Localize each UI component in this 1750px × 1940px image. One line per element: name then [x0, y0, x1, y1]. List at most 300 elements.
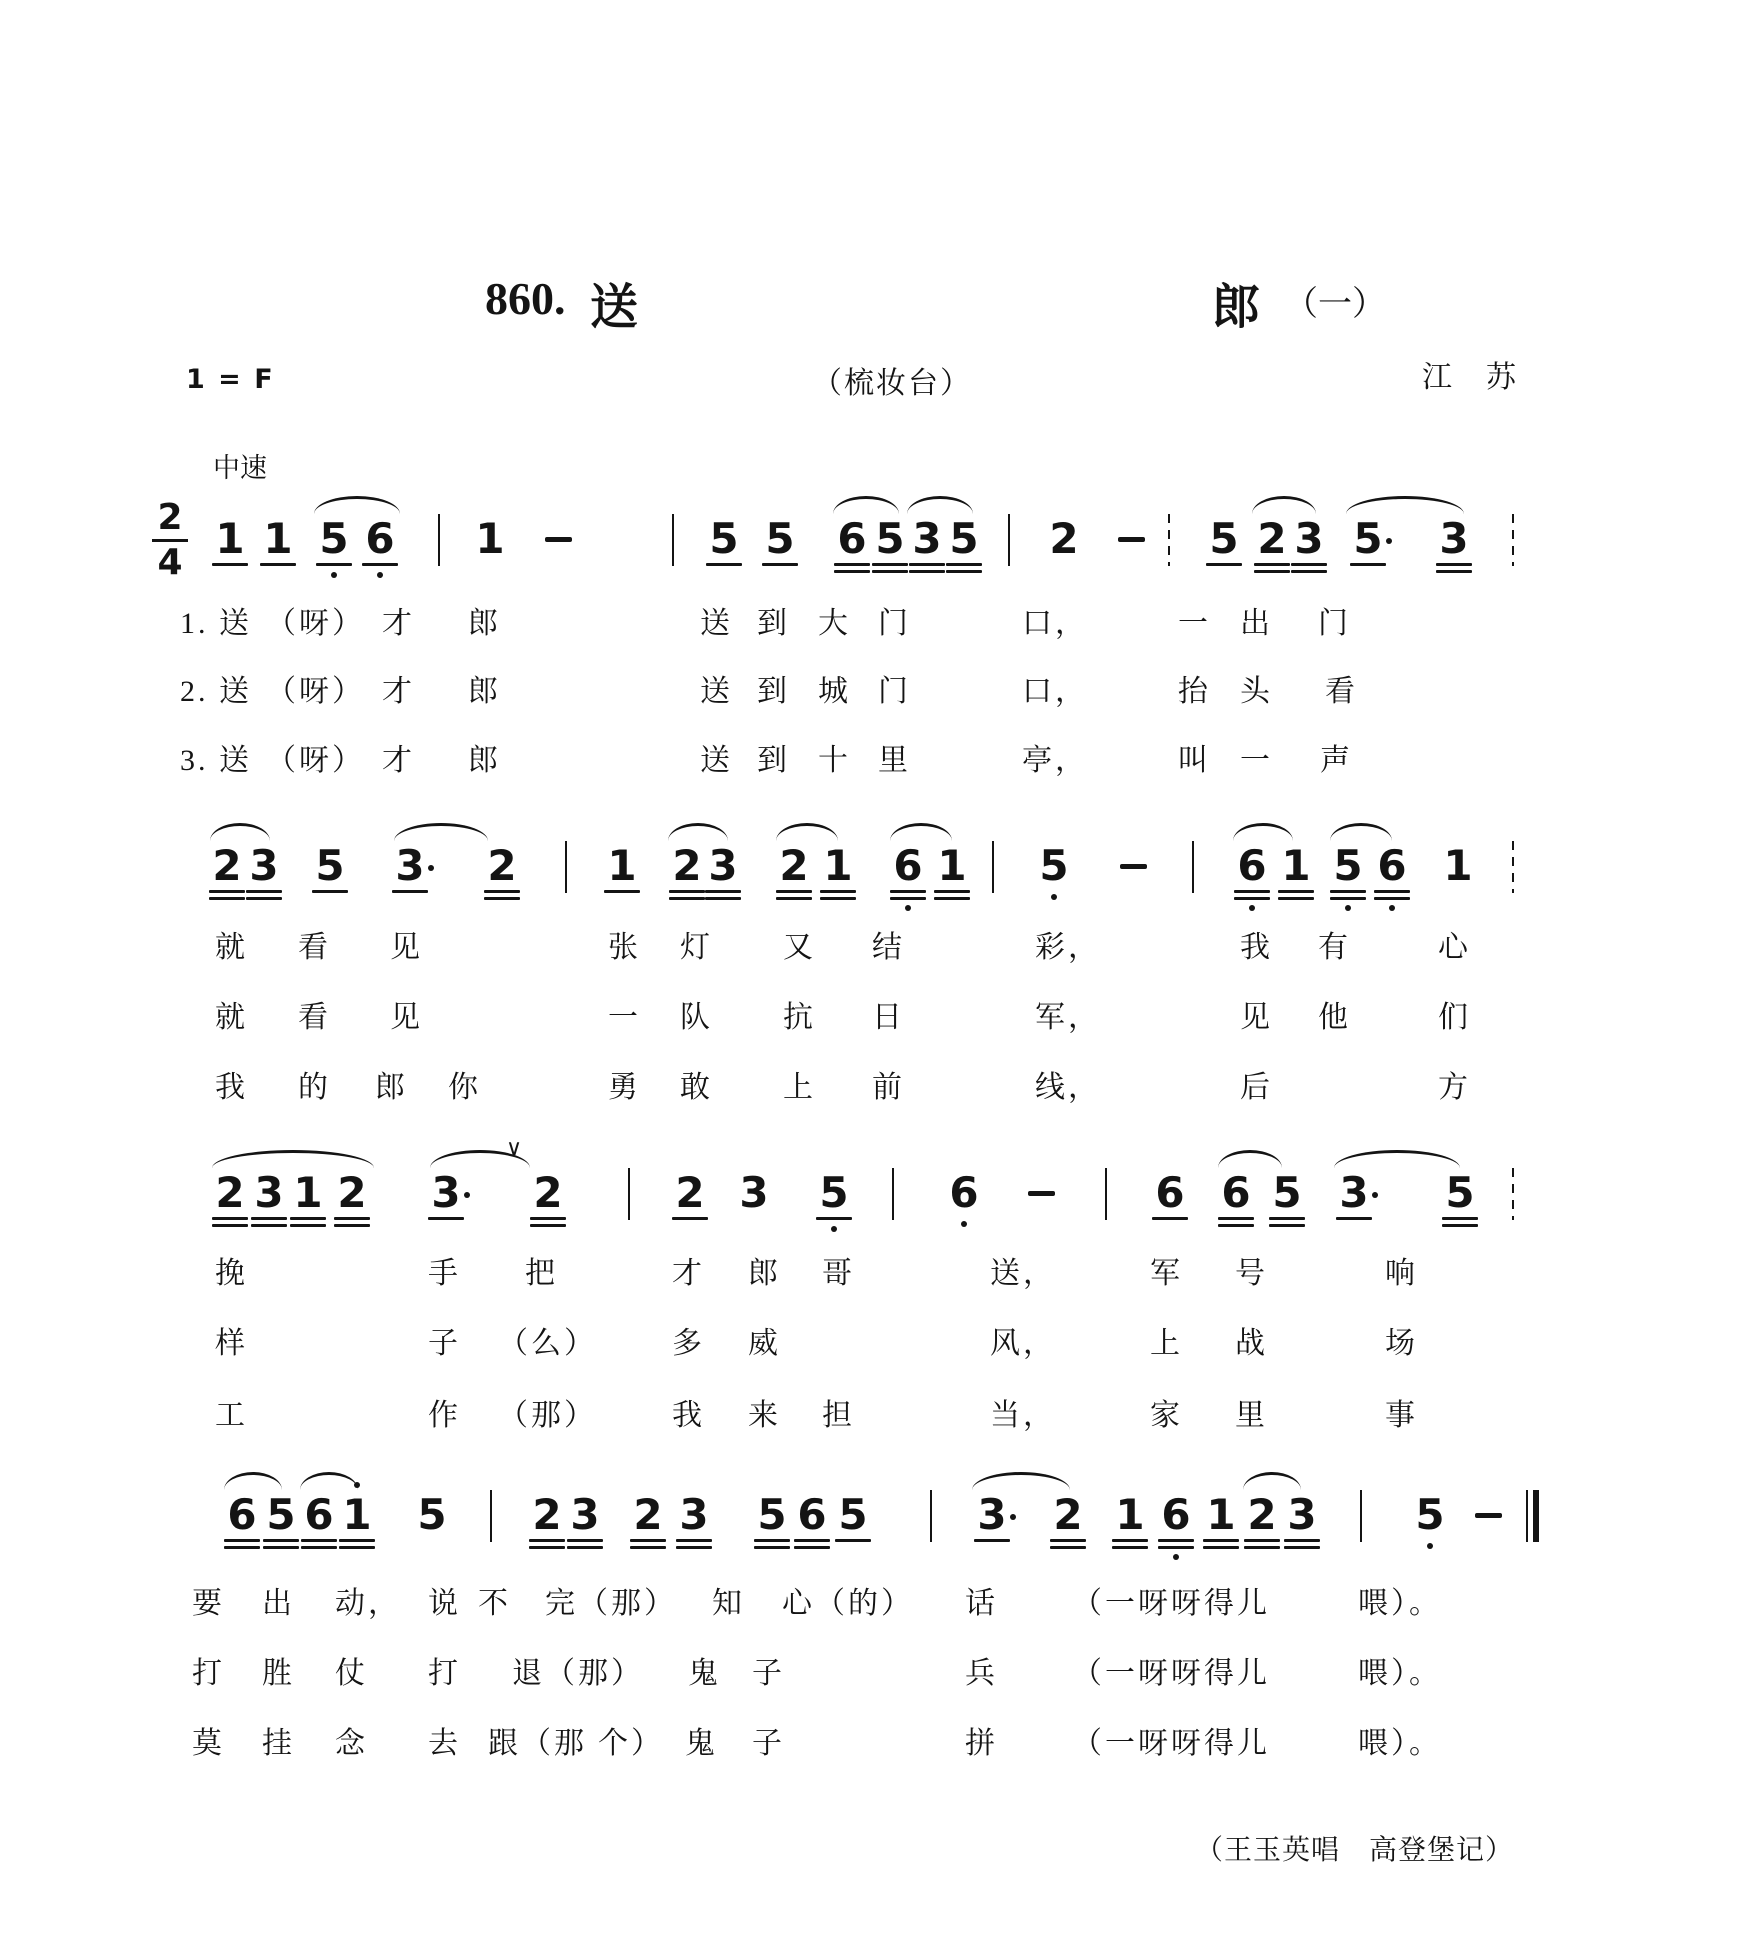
eighth-underline: [1254, 563, 1290, 566]
slur-arc: [1252, 496, 1316, 514]
note: 6: [227, 1490, 257, 1539]
eighth-underline: [428, 1217, 464, 1220]
barline: [1360, 1490, 1362, 1542]
eighth-underline: [1244, 1539, 1280, 1542]
note: 2: [212, 841, 242, 890]
eighth-underline: [630, 1539, 666, 1542]
note: 2: [633, 1490, 663, 1539]
sixteenth-underline: [484, 897, 520, 900]
lyric-text: 头: [1240, 675, 1273, 708]
eighth-underline: [776, 890, 812, 893]
page-title: 送: [590, 281, 639, 334]
sixteenth-underline: [1112, 1546, 1148, 1549]
lyric-text: 送: [700, 607, 733, 640]
eighth-underline: [705, 890, 741, 893]
lyric-text: 郎: [468, 607, 501, 640]
credit-line: （王玉英唱 高登堡记）: [1195, 1835, 1515, 1866]
lyric-text: 出: [262, 1587, 295, 1620]
eighth-underline: [1158, 1539, 1194, 1542]
note: 5: [709, 514, 739, 563]
lyric-text: 一: [608, 1001, 641, 1034]
note: 2: [1247, 1490, 1277, 1539]
lyric-text: 完（那）: [545, 1587, 677, 1620]
eighth-underline: [1330, 890, 1366, 893]
lyric-text: 亭，: [1022, 744, 1088, 777]
note: 5: [1415, 1490, 1445, 1539]
barline: [1512, 841, 1514, 893]
lyric-text: 的: [298, 1071, 331, 1104]
augmentation-dot: [1386, 538, 1392, 544]
barline: [672, 514, 674, 566]
note: 6: [797, 1490, 827, 1539]
eighth-underline: [1442, 1217, 1478, 1220]
eighth-underline: [974, 1539, 1010, 1542]
note: 6: [1237, 841, 1267, 890]
barline: [1008, 514, 1010, 566]
lyric-text: 到: [757, 675, 790, 708]
lyric-text: 子: [752, 1727, 785, 1760]
octave-dot-below: [905, 905, 911, 911]
note: 2: [779, 841, 809, 890]
title-variant-number: （一）: [1284, 286, 1386, 323]
eighth-underline: [1112, 1539, 1148, 1542]
sixteenth-underline: [834, 570, 870, 573]
eighth-underline: [339, 1539, 375, 1542]
lyric-text: （一呀呀得儿: [1072, 1727, 1270, 1760]
lyric-text: 作: [428, 1399, 461, 1432]
lyric-text: （呀）: [266, 607, 365, 640]
lyric-text: 鬼: [688, 1657, 721, 1690]
barline: [438, 514, 440, 566]
lyric-text: 话: [965, 1587, 998, 1620]
lyric-text: 号: [1235, 1257, 1268, 1290]
lyric-text: 城: [818, 675, 851, 708]
note: 5: [1209, 514, 1239, 563]
slur-arc: [1243, 1472, 1301, 1490]
note: 2: [672, 841, 702, 890]
slur-arc: [1233, 823, 1293, 841]
note: 6: [1377, 841, 1407, 890]
duration-dash: [1120, 864, 1147, 869]
note: 6: [949, 1168, 979, 1217]
final-barline-thick: [1533, 1490, 1539, 1542]
barline: [1105, 1168, 1107, 1220]
lyric-text: 张: [608, 931, 641, 964]
lyric-text: 军，: [1035, 1001, 1101, 1034]
eighth-underline: [669, 890, 705, 893]
eighth-underline: [909, 563, 945, 566]
note: 2: [337, 1168, 367, 1217]
eighth-underline: [251, 1217, 287, 1220]
note: 3: [708, 841, 738, 890]
lyric-text: 知: [712, 1587, 745, 1620]
barline: [490, 1490, 492, 1542]
note: 5: [819, 1168, 849, 1217]
song-number: 860.: [485, 273, 566, 324]
lyric-text: 方: [1438, 1071, 1471, 1104]
note: 2: [1257, 514, 1287, 563]
lyric-text: （一呀呀得儿: [1072, 1657, 1270, 1690]
lyric-text: 看: [1325, 675, 1358, 708]
note: 2: [215, 1168, 245, 1217]
sixteenth-underline: [820, 897, 856, 900]
note: 1: [937, 841, 967, 890]
note: 1: [293, 1168, 323, 1217]
note: 3: [739, 1168, 769, 1217]
sixteenth-underline: [1203, 1546, 1239, 1549]
eighth-underline: [529, 1539, 565, 1542]
lyric-text: 看: [298, 1001, 331, 1034]
sixteenth-underline: [246, 897, 282, 900]
note: 3: [431, 1168, 461, 1217]
slur-arc: [890, 823, 952, 841]
note: 1: [1281, 841, 1311, 890]
note: 5: [315, 841, 345, 890]
lyric-text: 威: [748, 1327, 781, 1360]
eighth-underline: [754, 1539, 790, 1542]
slur-arc: [1218, 1150, 1282, 1168]
lyric-text: 郎: [748, 1257, 781, 1290]
time-signature-denominator: 4: [157, 542, 183, 583]
note: 2: [675, 1168, 705, 1217]
lyric-text: 后: [1240, 1071, 1273, 1104]
eighth-underline: [209, 890, 245, 893]
eighth-underline: [1218, 1217, 1254, 1220]
sixteenth-underline: [1269, 1224, 1305, 1227]
octave-dot-below: [1427, 1543, 1433, 1549]
sixteenth-underline: [529, 1546, 565, 1549]
note: 1: [1443, 841, 1473, 890]
eighth-underline: [1374, 890, 1410, 893]
eighth-underline: [872, 563, 908, 566]
eighth-underline: [1152, 1217, 1188, 1220]
lyric-text: 风，: [990, 1327, 1056, 1360]
lyric-text: 里: [1235, 1399, 1268, 1432]
barline: [1168, 514, 1170, 566]
lyric-text: 又: [783, 931, 816, 964]
eighth-underline: [1278, 890, 1314, 893]
octave-dot-below: [1345, 905, 1351, 911]
eighth-underline: [312, 890, 348, 893]
note: 1: [215, 514, 245, 563]
sixteenth-underline: [1158, 1546, 1194, 1549]
lyric-text: 挽: [215, 1257, 248, 1290]
sixteenth-underline: [263, 1546, 299, 1549]
lyric-text: 家: [1150, 1399, 1183, 1432]
lyric-text: 战: [1235, 1327, 1268, 1360]
lyric-text: 送，: [990, 1257, 1056, 1290]
eighth-underline: [1203, 1539, 1239, 1542]
note: 3: [395, 841, 425, 890]
barline: [565, 841, 567, 893]
note: 1: [1115, 1490, 1145, 1539]
lyric-text: 把: [525, 1257, 558, 1290]
eighth-underline: [1234, 890, 1270, 893]
sixteenth-underline: [669, 897, 705, 900]
sixteenth-underline: [1234, 897, 1270, 900]
eighth-underline: [392, 890, 428, 893]
slur-arc: [833, 496, 899, 514]
lyric-text: 有: [1318, 931, 1351, 964]
eighth-underline: [1336, 1217, 1372, 1220]
eighth-underline: [530, 1217, 566, 1220]
note: 1: [475, 514, 505, 563]
lyric-text: 门: [878, 607, 911, 640]
lyric-text: 见: [390, 931, 423, 964]
note: 5: [838, 1490, 868, 1539]
eighth-underline: [1269, 1217, 1305, 1220]
sixteenth-underline: [1291, 570, 1327, 573]
octave-dot-below: [831, 1226, 837, 1232]
sixteenth-underline: [209, 897, 245, 900]
lyric-text: 灯: [680, 931, 713, 964]
note: 5: [1333, 841, 1363, 890]
sixteenth-underline: [212, 1224, 248, 1227]
lyric-text: （那）: [498, 1399, 597, 1432]
lyric-text: 才: [672, 1257, 705, 1290]
lyric-text: 念: [335, 1727, 368, 1760]
eighth-underline: [672, 1217, 708, 1220]
lyric-text: 郎: [468, 744, 501, 777]
note: 2: [532, 1490, 562, 1539]
slur-arc: [907, 496, 973, 514]
note: 6: [304, 1490, 334, 1539]
lyric-text: 门: [878, 675, 911, 708]
lyric-text: 我: [1240, 931, 1273, 964]
lyric-text: 郎: [375, 1071, 408, 1104]
note: 1: [1206, 1490, 1236, 1539]
note: 3: [679, 1490, 709, 1539]
final-barline-thin: [1526, 1490, 1528, 1542]
lyric-text: 抬: [1178, 675, 1211, 708]
slur-arc: [776, 823, 838, 841]
lyric-text: 到: [757, 607, 790, 640]
lyric-text: 十: [818, 744, 851, 777]
lyric-text: 前: [872, 1071, 905, 1104]
note: 3: [1287, 1490, 1317, 1539]
note: 2: [533, 1168, 563, 1217]
note: 2: [487, 841, 517, 890]
note: 6: [893, 841, 923, 890]
lyric-text: 就: [215, 1001, 248, 1034]
lyric-text: 心（的）: [782, 1587, 914, 1620]
sixteenth-underline: [705, 897, 741, 900]
note: 3: [249, 841, 279, 890]
lyric-text: 3. 送: [180, 744, 252, 777]
key-signature: 1 = F: [186, 364, 275, 395]
slur-arc: [224, 1472, 282, 1490]
lyric-text: 鬼: [685, 1727, 718, 1760]
sixteenth-underline: [530, 1224, 566, 1227]
lyric-text: 子: [428, 1327, 461, 1360]
lyric-text: 莫: [192, 1727, 225, 1760]
lyric-text: 子: [752, 1657, 785, 1690]
lyric-text: 送: [700, 675, 733, 708]
sixteenth-underline: [794, 1546, 830, 1549]
eighth-underline: [484, 890, 520, 893]
note: 5: [765, 514, 795, 563]
lyric-text: 见: [390, 1001, 423, 1034]
lyric-text: 们: [1438, 1001, 1471, 1034]
lyric-text: （一呀呀得儿: [1072, 1587, 1270, 1620]
sixteenth-underline: [1278, 897, 1314, 900]
lyric-text: 来: [748, 1399, 781, 1432]
eighth-underline: [301, 1539, 337, 1542]
slur-arc: [1346, 496, 1464, 514]
lyric-text: 个）: [598, 1727, 664, 1760]
octave-dot-below: [1051, 894, 1057, 900]
slur-arc: [1330, 823, 1392, 841]
eighth-underline: [794, 1539, 830, 1542]
sixteenth-underline: [1244, 1546, 1280, 1549]
lyric-text: 仗: [335, 1657, 368, 1690]
note: 1: [263, 514, 293, 563]
sixteenth-underline: [1254, 570, 1290, 573]
sixteenth-underline: [676, 1546, 712, 1549]
barline: [628, 1168, 630, 1220]
note: 5: [266, 1490, 296, 1539]
lyric-text: 日: [872, 1001, 905, 1034]
eighth-underline: [362, 563, 398, 566]
lyric-text: 一: [1240, 744, 1273, 777]
octave-dot-below: [1173, 1554, 1179, 1560]
lyric-text: 不: [478, 1587, 511, 1620]
sixteenth-underline: [1330, 897, 1366, 900]
note: 3: [977, 1490, 1007, 1539]
lyric-text: 彩，: [1035, 931, 1101, 964]
lyric-text: 要: [192, 1587, 225, 1620]
sixteenth-underline: [890, 897, 926, 900]
note: 5: [1272, 1168, 1302, 1217]
lyric-text: 大: [818, 607, 851, 640]
lyric-text: 喂）。: [1358, 1587, 1442, 1620]
note: 5: [949, 514, 979, 563]
note: 6: [365, 514, 395, 563]
sixteenth-underline: [946, 570, 982, 573]
augmentation-dot: [1010, 1514, 1016, 1520]
slur-arc: [668, 823, 728, 841]
eighth-underline: [567, 1539, 603, 1542]
lyric-text: 动，: [335, 1587, 401, 1620]
lyric-text: 担: [822, 1399, 855, 1432]
eighth-underline: [820, 890, 856, 893]
note: 5: [1039, 841, 1069, 890]
eighth-underline: [1206, 563, 1242, 566]
breath-mark: ∨: [506, 1136, 523, 1161]
lyric-text: 挂: [262, 1727, 295, 1760]
note: 5: [417, 1490, 447, 1539]
lyric-text: 勇: [608, 1071, 641, 1104]
lyric-text: 才: [382, 607, 415, 640]
lyric-text: 响: [1385, 1257, 1418, 1290]
augmentation-dot: [464, 1192, 470, 1198]
eighth-underline: [604, 890, 640, 893]
lyric-text: 拼: [965, 1727, 998, 1760]
lyric-text: 叫: [1178, 744, 1211, 777]
barline: [892, 1168, 894, 1220]
lyric-text: 看: [298, 931, 331, 964]
eighth-underline: [290, 1217, 326, 1220]
sixteenth-underline: [1218, 1224, 1254, 1227]
eighth-underline: [224, 1539, 260, 1542]
eighth-underline: [890, 890, 926, 893]
sixteenth-underline: [1050, 1546, 1086, 1549]
lyric-text: 去: [428, 1727, 461, 1760]
lyric-text: 我: [215, 1071, 248, 1104]
lyric-text: 口，: [1022, 675, 1088, 708]
lyric-text: 兵: [965, 1657, 998, 1690]
lyric-text: 敢: [680, 1071, 713, 1104]
note: 2: [1053, 1490, 1083, 1539]
eighth-underline: [676, 1539, 712, 1542]
duration-dash: [1028, 1191, 1055, 1196]
sixteenth-underline: [1442, 1224, 1478, 1227]
eighth-underline: [260, 563, 296, 566]
note: 6: [1161, 1490, 1191, 1539]
sixteenth-underline: [1374, 897, 1410, 900]
sixteenth-underline: [1284, 1546, 1320, 1549]
note: 6: [1155, 1168, 1185, 1217]
lyric-text: 你: [448, 1071, 481, 1104]
lyric-text: 心: [1438, 931, 1471, 964]
eighth-underline: [212, 1217, 248, 1220]
octave-dot-below: [961, 1221, 967, 1227]
tune-name: （梳妆台）: [812, 367, 972, 400]
note: 5: [1445, 1168, 1475, 1217]
slur-arc: [394, 823, 488, 841]
note: 3: [912, 514, 942, 563]
lyric-text: 才: [382, 744, 415, 777]
sixteenth-underline: [224, 1546, 260, 1549]
lyric-text: 就: [215, 931, 248, 964]
slur-arc: [314, 496, 400, 514]
note: 2: [1049, 514, 1079, 563]
augmentation-dot: [1372, 1192, 1378, 1198]
eighth-underline: [1050, 1539, 1086, 1542]
lyric-text: 一: [1178, 607, 1211, 640]
octave-dot-below: [1389, 905, 1395, 911]
lyric-text: 说: [428, 1587, 461, 1620]
lyric-text: 郎: [468, 675, 501, 708]
lyric-text: 喂）。: [1358, 1727, 1442, 1760]
lyric-text: 军: [1150, 1257, 1183, 1290]
barline: [1512, 1168, 1514, 1220]
octave-dot-below: [331, 572, 337, 578]
region-label: 江 苏: [1422, 361, 1518, 394]
sixteenth-underline: [290, 1224, 326, 1227]
note: 1: [342, 1490, 372, 1539]
lyric-text: （呀）: [266, 744, 365, 777]
lyric-text: 结: [872, 931, 905, 964]
eighth-underline: [946, 563, 982, 566]
lyric-text: 才: [382, 675, 415, 708]
lyric-text: 打: [428, 1657, 461, 1690]
sixteenth-underline: [909, 570, 945, 573]
sixteenth-underline: [334, 1224, 370, 1227]
slur-arc: [212, 1150, 374, 1168]
barline: [1512, 514, 1514, 566]
lyric-text: 上: [783, 1071, 816, 1104]
note: 1: [607, 841, 637, 890]
note: 5: [875, 514, 905, 563]
lyric-text: （么）: [498, 1327, 597, 1360]
note: 3: [254, 1168, 284, 1217]
lyric-text: 场: [1385, 1327, 1418, 1360]
eighth-underline: [1291, 563, 1327, 566]
lyric-text: 跟（那: [488, 1727, 587, 1760]
note: 5: [1353, 514, 1383, 563]
eighth-underline: [1350, 563, 1386, 566]
